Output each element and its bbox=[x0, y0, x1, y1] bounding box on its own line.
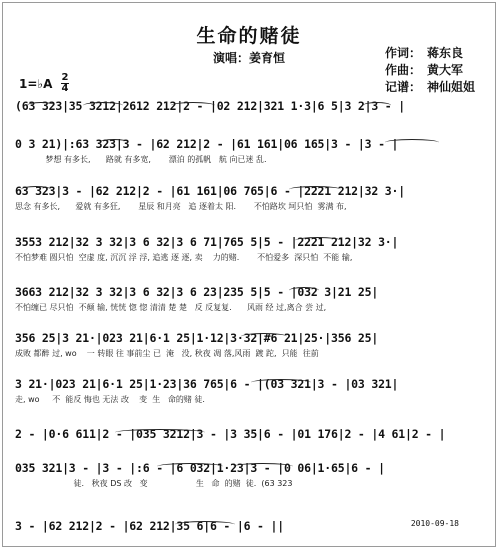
slur-arc bbox=[289, 186, 341, 193]
credit-label: 记谱： bbox=[385, 80, 422, 94]
slur-arc bbox=[175, 521, 235, 528]
credit-label: 作曲： bbox=[385, 63, 422, 77]
time-signature-top: 2 bbox=[61, 72, 69, 83]
score-system-8 bbox=[15, 427, 493, 444]
lyrics-line: 徒. 秋夜 DS 改 变 生 命 的赌 徒. (63 323 bbox=[15, 479, 293, 488]
credit-transcriber bbox=[385, 79, 475, 96]
notes-line: 356 25|3 21·|023 21|6·1 25|1·12|3·32|#6 21|25·|356 25| bbox=[15, 331, 379, 345]
slur-arc bbox=[363, 102, 391, 109]
song-title: 生命的赌徒 bbox=[196, 25, 302, 47]
slur-arc bbox=[171, 102, 215, 109]
slur-arc bbox=[233, 463, 293, 470]
lyrics-line: 不怕梦难 圆只怕 空虚 度, 沉沉 浮 浮, 追逃 逐 逐, 卖 力的赌. 不怕爱多 深只怕 不能 输, bbox=[15, 253, 353, 262]
slur-arc bbox=[241, 333, 287, 340]
score-system-3 bbox=[15, 184, 493, 212]
score-system-5 bbox=[15, 285, 493, 313]
transcription-date: 2010-09-18 bbox=[410, 519, 459, 528]
notes-line: 63 323|3 - |62 212|2 - |61 161|06 765|6 - |2221 212|32 3·| bbox=[15, 184, 405, 198]
notes-line: 2 - |0·6 611|2 - |035 3212|3 - |3 35|6 - |01 176|2 - |4 61|2 - | bbox=[15, 427, 446, 441]
slur-arc bbox=[27, 102, 55, 109]
credit-composer bbox=[385, 62, 475, 79]
notes-line: 035 321|3 - |3 - |:6 - |6 032|1·23|3 - |0 06|1·65|6 - | bbox=[15, 461, 385, 475]
slur-arc bbox=[21, 186, 51, 193]
score-system-4 bbox=[15, 235, 493, 263]
notes-line: (63 323|35 3212|2612 212|2 - |02 212|321 1·3|6 5|3 2|3 - | bbox=[15, 99, 405, 113]
credit-lyricist bbox=[385, 45, 475, 62]
key-signature: 1=♭A bbox=[19, 77, 53, 91]
slur-arc bbox=[83, 102, 123, 109]
slur-arc bbox=[385, 139, 439, 146]
credits-block bbox=[385, 45, 475, 96]
lyrics-line: 梦想 有多长, 路就 有多宽, 漂泊 的孤帆 航 向已迷 乱. bbox=[15, 155, 277, 164]
credit-name: 神仙姐姐 bbox=[427, 80, 476, 94]
time-signature bbox=[60, 73, 70, 94]
score-page bbox=[2, 2, 496, 547]
credit-name: 蒋东良 bbox=[427, 46, 464, 60]
slur-arc bbox=[251, 379, 311, 386]
lyrics-line: 成败 都醉 过, wo 一 转眼 往 事前尘 已 淹 没, 秋夜 凋 落,风雨 踱 跎, 只能 往前 bbox=[15, 349, 319, 358]
lyrics-line: 走, wo 不 能反 悔也 无法 改 变 生 命的赌 徒. bbox=[15, 395, 205, 404]
lyrics-line: 不怕缠已 尽只怕 不颠 输, 恍恍 惚 惚 清清 楚 楚 反 反复复. 风雨 经 过,离合 尝 过, bbox=[15, 303, 327, 312]
slur-arc bbox=[115, 429, 205, 436]
credit-label: 作词： bbox=[385, 46, 422, 60]
lyrics-line: 思念 有多长, 爱就 有多狂, 星辰 和月亮 追 逐着太 阳. 不怕路坎 坷只怕 雾满 布, bbox=[15, 202, 347, 211]
singer-line: 演唱：姜育恒 bbox=[212, 51, 285, 65]
notes-line: 3663 212|32 3 32|3 6 32|3 6 23|235 5|5 - |032 3|21 25| bbox=[15, 285, 379, 299]
notes-line: 3 21·|023 21|6·1 25|1·23|36 765|6 - |(03 321|3 - |03 321| bbox=[15, 377, 399, 391]
time-signature-bottom: 4 bbox=[61, 83, 69, 94]
slur-arc bbox=[295, 237, 341, 244]
slur-arc bbox=[99, 139, 129, 146]
notes-line: 3 - |62 212|2 - |62 212|35 6|6 - |6 - || bbox=[15, 519, 284, 533]
slur-arc bbox=[157, 463, 223, 470]
notes-line: 3553 212|32 3 32|3 6 32|3 6 71|765 5|5 - |2221 212|32 3·| bbox=[15, 235, 399, 249]
credit-name: 黄大军 bbox=[427, 63, 464, 77]
notes-line: 0 3 21)|:63 323|3 - |62 212|2 - |61 161|06 165|3 - |3 - | bbox=[15, 137, 399, 151]
slur-arc bbox=[289, 287, 319, 294]
